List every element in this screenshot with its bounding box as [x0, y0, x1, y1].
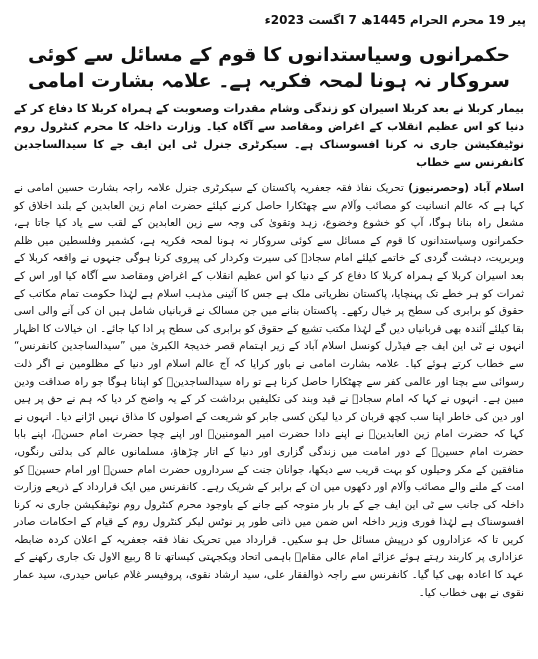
- headline: حکمرانوں وسیاستدانوں کا قوم کے مسائل سے کوئی سروکار نہ ہونا لمحہ فکریہ ہے۔ علامہ بشارت امامی: [27, 44, 511, 92]
- intro-paragraph: بیمار کربلا نے بعد کربلا اسیران کو زندگی وشام مقدرات وصعوبت کے ہمراہ کربلا کا دفاع کر کے دنیا کو اس عظیم انقلاب کے اغراض ومقاصد سے آگاہ کیا۔ وزارت داخلہ کا محرم کنٹرول روم نوٹیفکیشن جاری نہ کرنا افسوسناک ہے۔ سیکرٹری جنرل ٹی این ایف جے کا سیدالساجدین کانفرنس سے خطاب: [14, 102, 524, 169]
- dateline: اسلام آباد (وحصرنیوز): [403, 182, 524, 194]
- body-text: تحریک نفاذ فقہ جعفریہ پاکستان کے سیکرٹری جنرل علامہ راجہ بشارت حسین امامی نے کہا ہے کہ عالم انسانیت کو مصائب وآلام سے چھٹکارا حاصل کرنے کیلئے حضرت امام زین العابدین کے بلند اخلاق کو مشعل راہ بنانا ہوگا، آپ کو خشوع وخضوع، زہد وتقویٰ کی وجہ سے زین العابدین کے لقب سے یاد کیا جاتا ہے، حکمرانوں وسیاستدانوں کا قوم کے مسائل سے کوئی سروکار نہ ہونا لمحہ فکریہ ہے، کشمیر وفلسطین میں ظلم وبربریت، دہشت گردی کے خاتمے کیلئے امام سجادؑ کی سیرت وکردار کی پیروی کرنا ہوگی جنہوں نے واقعہ کربلا کے بعد اسیران کربلا کے ہمراہ کربلا کا دفاع کر کے دنیا کو اس عظیم انقلاب کے اغراض ومقاصد سے آگاہ کیا اور اس کے ثمرات کو ہر خطے تک پہنچایا، پاکستان نظریاتی ملک ہے جس کا آئینی مذہب اسلام ہے لہٰذا حکومت تمام مکاتب کے حقوق کو برابری کی سطح پر خیال رکھے۔ پاکستان بنانے میں جن مسالک نے قربانیاں شامل ہیں ان کی آنے والی اسی بقا کیلئے آئندہ بھی قربانیاں دیں گے لہٰذا مکتب تشیع کے حقوق کو برابری کی سطح پر ادا کیا جائے۔ ان خیالات کا اظہار انہوں نے ٹی این ایف جے فیڈرل کونسل اسلام آباد کے زیر اہتمام قصر خدیجۃ الکبریٰ میں ”سیدالساجدین کانفرنس“ سے خطاب کرتے ہوئے کیا۔ علامہ بشارت امامی نے باور کرایا کہ آج عالم اسلام اور دنیا کے مظلومین نے اگر ذلت رسوائی سے بچنا اور عالمی کفر سے چھٹکارا حاصل کرنا ہے تو راہ سیدالساجدینؑ کو اپنانا ہوگا جو راہ صداقت ودین مبین ہے۔ انہوں نے کہا کہ امام سجادؑ نے قید وبند کی تکلیفیں برداشت کر کے یہ واضح کر دیا کہ ہم نے حق پر ہیں اور دین کی خاطر اپنا سب کچھ قربان کر دیا لیکن کسی جابر کو شریعت کے اصولوں کا مذاق نہیں اڑانے دیا۔ انہوں نے کہا کہ حضرت امام زین العابدینؑ نے اپنے دادا حضرت امیر المومنینؑ اور اپنے چچا حضرت امام حسنؑ، اپنے بابا حضرت امام حسینؑ کے دور امامت میں زندگی گزاری اور دنیا کے اتار چڑھاؤ، مسلمانوں عالم کی بدلتی رنگوں، منافقین کے مکر وحیلوں کو بہت قریب سے دیکھا، جوانان جنت کے سرداروں حضرت امام حسنؑ اور امام حسینؑ کو امت کے ملنے والے مصائب وآلام اور دکھوں میں ان کے برابر کے شریک رہے۔ کانفرنس میں ایک قرارداد کے ذریعے وزارت داخلہ کی جانب سے ٹی این ایف جے کے بار بار متوجہ کیے جانے کے باوجود محرم کنٹرول روم نوٹیفکیشن جاری نہ کرنا افسوسناک ہے لہٰذا فوری وزیر داخلہ اس ضمن میں ذاتی طور پر نوٹس لیکر کنٹرول روم کے قیام کے احکامات صادر کریں تا کہ عزاداروں کو درپیش مسائل حل ہو سکیں۔ قرارداد میں تحریک نفاذ فقہ جعفریہ کے اعلان کردہ ضابطہ عزاداری پر کاربند رہتے ہوئے عزائے امام عالی مقامؑ باہمی اتحاد ویکجہتی کیساتھ تا 8 ربیع الاول تک جاری رکھنے کے عہد کا اعادہ بھی کیا گیا۔ کانفرنس سے راجہ ذوالفقار علی، سید ارشاد نقوی، پروفیسر غلام عباس حیدری، سید عمار نقوی نے بھی خطاب کیا۔: [14, 182, 524, 599]
- date-line: پیر 19 محرم الحرام 1445ھ 7 اگست 2023ء: [264, 13, 526, 27]
- article-body: [14, 180, 524, 602]
